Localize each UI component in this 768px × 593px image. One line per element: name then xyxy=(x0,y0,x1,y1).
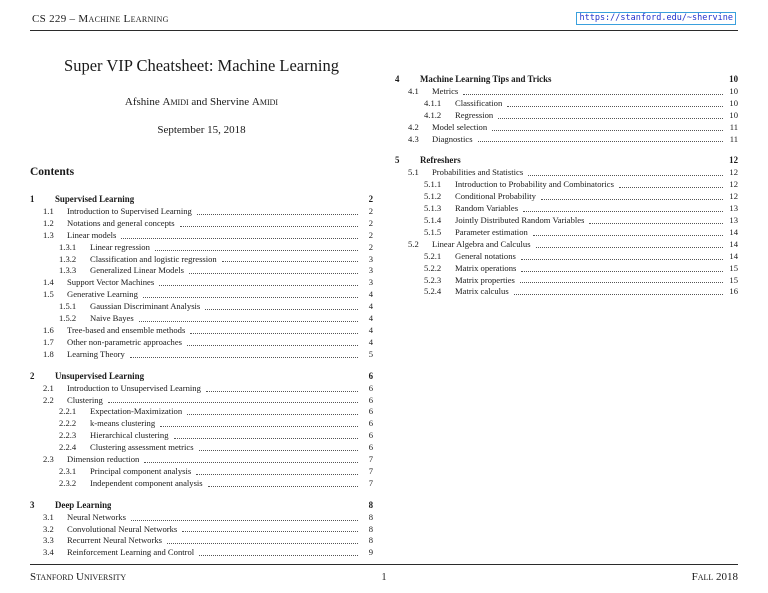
page-header xyxy=(30,10,738,31)
footer-institution: Stanford University xyxy=(30,571,127,583)
footer-semester: Fall 2018 xyxy=(691,571,738,583)
toc-right-list xyxy=(395,74,738,298)
toc-entry[interactable]: 1.7 Other non-parametric approaches 4 xyxy=(43,336,373,347)
toc-entry[interactable]: 1.8 Learning Theory 5 xyxy=(43,348,373,359)
toc-entry[interactable]: 1.5 Generative Learning 4 xyxy=(43,289,373,300)
toc-entry[interactable]: 4.3 Diagnostics 11 xyxy=(408,133,738,144)
toc-entry[interactable]: 1.4 Support Vector Machines 3 xyxy=(43,277,373,288)
author-conjunction: and Shervine xyxy=(188,96,252,108)
toc-chapter-entry[interactable]: 2 Unsupervised Learning 6 xyxy=(30,370,373,381)
toc-entry[interactable]: 3.1 Neural Networks 8 xyxy=(43,511,373,522)
toc-entry[interactable]: 5.1.4 Jointly Distributed Random Variables 13 xyxy=(424,214,738,225)
toc-entry[interactable]: 2.3 Dimension reduction 7 xyxy=(43,454,373,465)
toc-entry[interactable]: 2.2.4 Clustering assessment metrics 6 xyxy=(59,442,373,453)
left-column xyxy=(30,44,373,559)
toc-entry[interactable]: 1.5.1 Gaussian Discriminant Analysis 4 xyxy=(59,301,373,312)
toc-entry[interactable]: 1.3 Linear models 2 xyxy=(43,229,373,240)
toc-chapter-entry[interactable]: 5 Refreshers 12 xyxy=(395,155,738,166)
document-title: Super VIP Cheatsheet: Machine Learning xyxy=(64,56,339,75)
toc-entry[interactable]: 1.3.2 Classification and logistic regression 3 xyxy=(59,253,373,264)
toc-entry[interactable]: 2.2.3 Hierarchical clustering 6 xyxy=(59,430,373,441)
toc-entry[interactable]: 5.2.4 Matrix calculus 16 xyxy=(424,286,738,297)
toc-entry[interactable]: 2.3.2 Independent component analysis 7 xyxy=(59,477,373,488)
page-footer xyxy=(30,564,738,583)
toc-entry[interactable]: 4.1.1 Classification 10 xyxy=(424,97,738,108)
author-last-name: Amidi xyxy=(162,96,189,108)
toc-entry[interactable]: 5.1.3 Random Variables 13 xyxy=(424,203,738,214)
author-first-name: Afshine xyxy=(124,96,163,108)
toc-chapter-entry[interactable]: 4 Machine Learning Tips and Tricks 10 xyxy=(395,74,738,84)
toc-entry[interactable]: 2.2 Clustering 6 xyxy=(43,394,373,405)
authors-line xyxy=(30,96,373,108)
toc-chapter-entry[interactable]: 1 Supervised Learning 2 xyxy=(30,194,373,204)
toc-entry[interactable]: 1.1 Introduction to Supervised Learning 2 xyxy=(43,205,373,216)
toc-entry[interactable]: 5.2.1 General notations 14 xyxy=(424,250,738,261)
toc-entry[interactable]: 3.2 Convolutional Neural Networks 8 xyxy=(43,523,373,534)
toc-entry[interactable]: 2.2.2 k-means clustering 6 xyxy=(59,418,373,429)
document-date: September 15, 2018 xyxy=(157,124,246,136)
toc-left-list xyxy=(30,194,373,559)
toc-entry[interactable]: 5.2 Linear Algebra and Calculus 14 xyxy=(408,238,738,249)
toc-entry[interactable]: 5.1.1 Introduction to Probability and Combinatorics 12 xyxy=(424,179,738,190)
toc-entry[interactable]: 5.1 Probabilities and Statistics 12 xyxy=(408,167,738,178)
author-last-name: Amidi xyxy=(251,96,279,108)
toc-entry[interactable]: 4.2 Model selection 11 xyxy=(408,121,738,132)
toc-entry[interactable]: 2.1 Introduction to Unsupervised Learning 6 xyxy=(43,382,373,393)
toc-entry[interactable]: 4.1 Metrics 10 xyxy=(408,85,738,96)
toc-entry[interactable]: 5.1.5 Parameter estimation 14 xyxy=(424,226,738,237)
contents-heading: Contents xyxy=(30,166,75,178)
toc-entry[interactable]: 1.5.2 Naive Bayes 4 xyxy=(59,313,373,324)
toc-entry[interactable]: 1.3.1 Linear regression 2 xyxy=(59,241,373,252)
course-title: CS 229 – Machine Learning xyxy=(32,13,169,25)
toc-entry[interactable]: 4.1.2 Regression 10 xyxy=(424,109,738,120)
toc-entry[interactable]: 3.3 Recurrent Neural Networks 8 xyxy=(43,535,373,546)
toc-entry[interactable]: 1.2 Notations and general concepts 2 xyxy=(43,217,373,228)
toc-entry[interactable]: 5.1.2 Conditional Probability 12 xyxy=(424,191,738,202)
toc-entry[interactable]: 5.2.2 Matrix operations 15 xyxy=(424,262,738,273)
toc-entry[interactable]: 3.4 Reinforcement Learning and Control 9 xyxy=(43,547,373,558)
toc-entry[interactable]: 1.3.3 Generalized Linear Models 3 xyxy=(59,265,373,276)
toc-entry[interactable]: 2.2.1 Expectation-Maximization 6 xyxy=(59,406,373,417)
toc-entry[interactable]: 2.3.1 Principal component analysis 7 xyxy=(59,465,373,476)
right-column xyxy=(395,44,738,559)
author-website-link[interactable]: https://stanford.edu/~shervine xyxy=(576,12,736,25)
content-columns xyxy=(30,44,738,559)
toc-chapter-entry[interactable]: 3 Deep Learning 8 xyxy=(30,499,373,510)
toc-entry[interactable]: 1.6 Tree-based and ensemble methods 4 xyxy=(43,324,373,335)
toc-entry[interactable]: 5.2.3 Matrix properties 15 xyxy=(424,274,738,285)
footer-page-number: 1 xyxy=(381,572,387,583)
